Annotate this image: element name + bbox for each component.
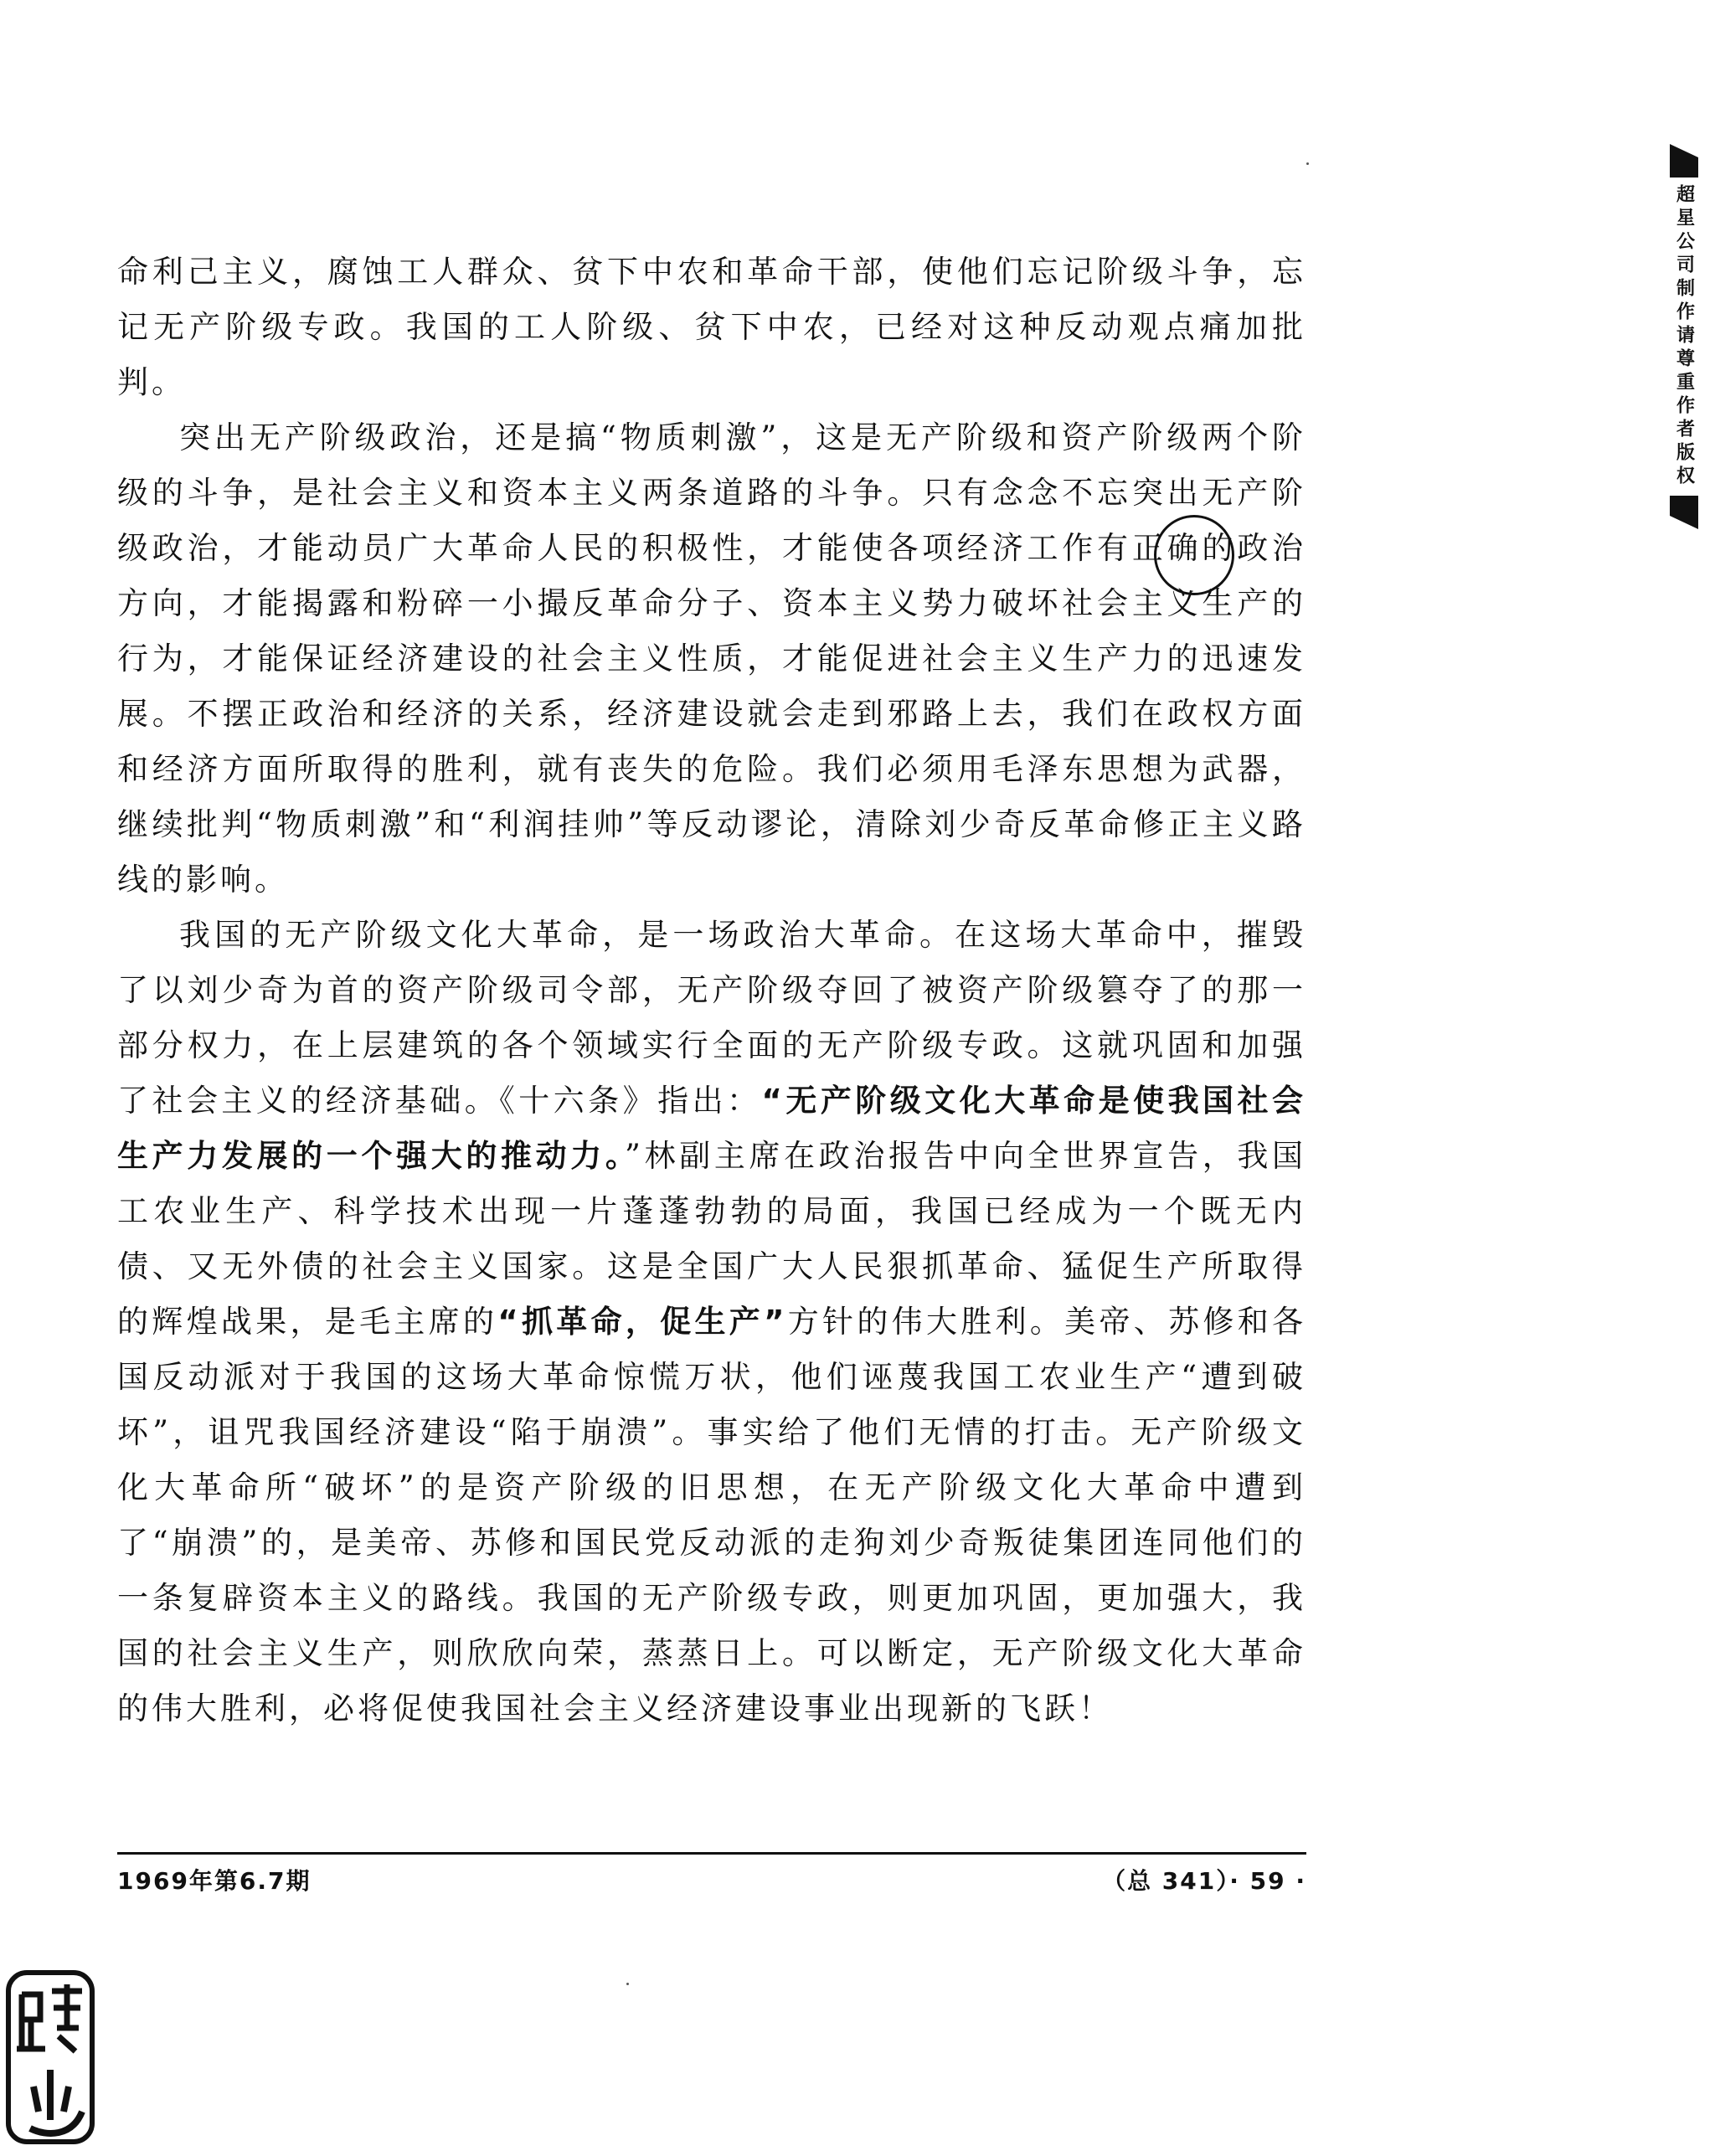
paragraph-3-part-2: ”林副主席在政治报告中向全世界宣告，我国工农业生产、科学技术出现一片蓬蓬勃勃的局面，我国已经成为一个既无内债、又无外债的社会主义国家。这是全国广大人民狠抓革命、猛促生产所取得的辉煌战果，是毛主席的: [117, 1138, 1307, 1340]
footer-issue: 1969年第6.7期: [117, 1867, 312, 1895]
scan-speck: [626, 1983, 629, 1985]
copyright-side-mark: [1668, 144, 1700, 529]
side-mark-bottom-bar: [1670, 496, 1698, 529]
footer-page-number: （总 341）· 59 ·: [1102, 1867, 1306, 1895]
handwritten-circle-mark: [1154, 515, 1234, 595]
paragraph-3-bold-slogan: “抓革命，促生产”: [497, 1304, 788, 1340]
seal-stamp-icon: [5, 1969, 95, 2145]
paragraph-2: 突出无产阶级政治，还是搞“物质刺激”，这是无产阶级和资产阶级两个阶级的斗争，是社会主义和资本主义两条道路的斗争。只有念念不忘突出无产阶级政治，才能动员广大革命人民的积极性，才能使各项经济工作有正确的政治方向，才能揭露和粉碎一小撮反革命分子、资本主义势力破坏社会主义生产的行为，才能保证经济建设的社会主义性质，才能促进社会主义生产力的迅速发展。不摆正政治和经济的关系，经济建设就会走到邪路上去，我们在政权方面和经济方面所取得的胜利，就有丧失的危险。我们必须用毛泽东思想为武器，继续批判“物质刺激”和“利润挂帅”等反动谬论，清除刘少奇反革命修正主义路线的影响。: [117, 419, 1306, 898]
paragraph-3-bold-quote: “无产阶级文化大革命是使我国社会生产力发展的一个强大的推动力。: [117, 1083, 1306, 1174]
footer-rule: [117, 1852, 1306, 1855]
scan-speck: [1306, 162, 1309, 165]
article-body: [117, 244, 1306, 1737]
side-mark-text: 超星公司制作请尊重作者版权: [1673, 184, 1695, 489]
paragraph-3-part-3: 方针的伟大胜利。美帝、苏修和各国反动派对于我国的这场大革命惊慌万状，他们诬蔑我国工农业生产“遭到破坏”，诅咒我国经济建设“陷于崩溃”。事实给了他们无情的打击。无产阶级文化大革命所“破坏”的是资产阶级的旧思想，在无产阶级文化大革命中遭到了“崩溃”的，是美帝、苏修和国民党反动派的走狗刘少奇叛徒集团连同他们的一条复辟资本主义的路线。我国的无产阶级专政，则更加巩固，更加强大，我国的社会主义生产，则欣欣向荣，蒸蒸日上。可以断定，无产阶级文化大革命的伟大胜利，必将促使我国社会主义经济建设事业出现新的飞跃！: [117, 1304, 1307, 1726]
paragraph-1: 命利己主义，腐蚀工人群众、贫下中农和革命干部，使他们忘记阶级斗争，忘记无产阶级专政。我国的工人阶级、贫下中农，已经对这种反动观点痛加批判。: [117, 254, 1306, 400]
paragraph-3: [117, 908, 1306, 1737]
paragraph-3-part-1: 我国的无产阶级文化大革命，是一场政治大革命。在这场大革命中，摧毁了以刘少奇为首的资产阶级司令部，无产阶级夺回了被资产阶级篡夺了的那一部分权力，在上层建筑的各个领域实行全面的无产阶级专政。这就巩固和加强了社会主义的经济基础。《十六条》指出：: [117, 917, 1306, 1119]
side-mark-top-bar: [1670, 144, 1698, 178]
